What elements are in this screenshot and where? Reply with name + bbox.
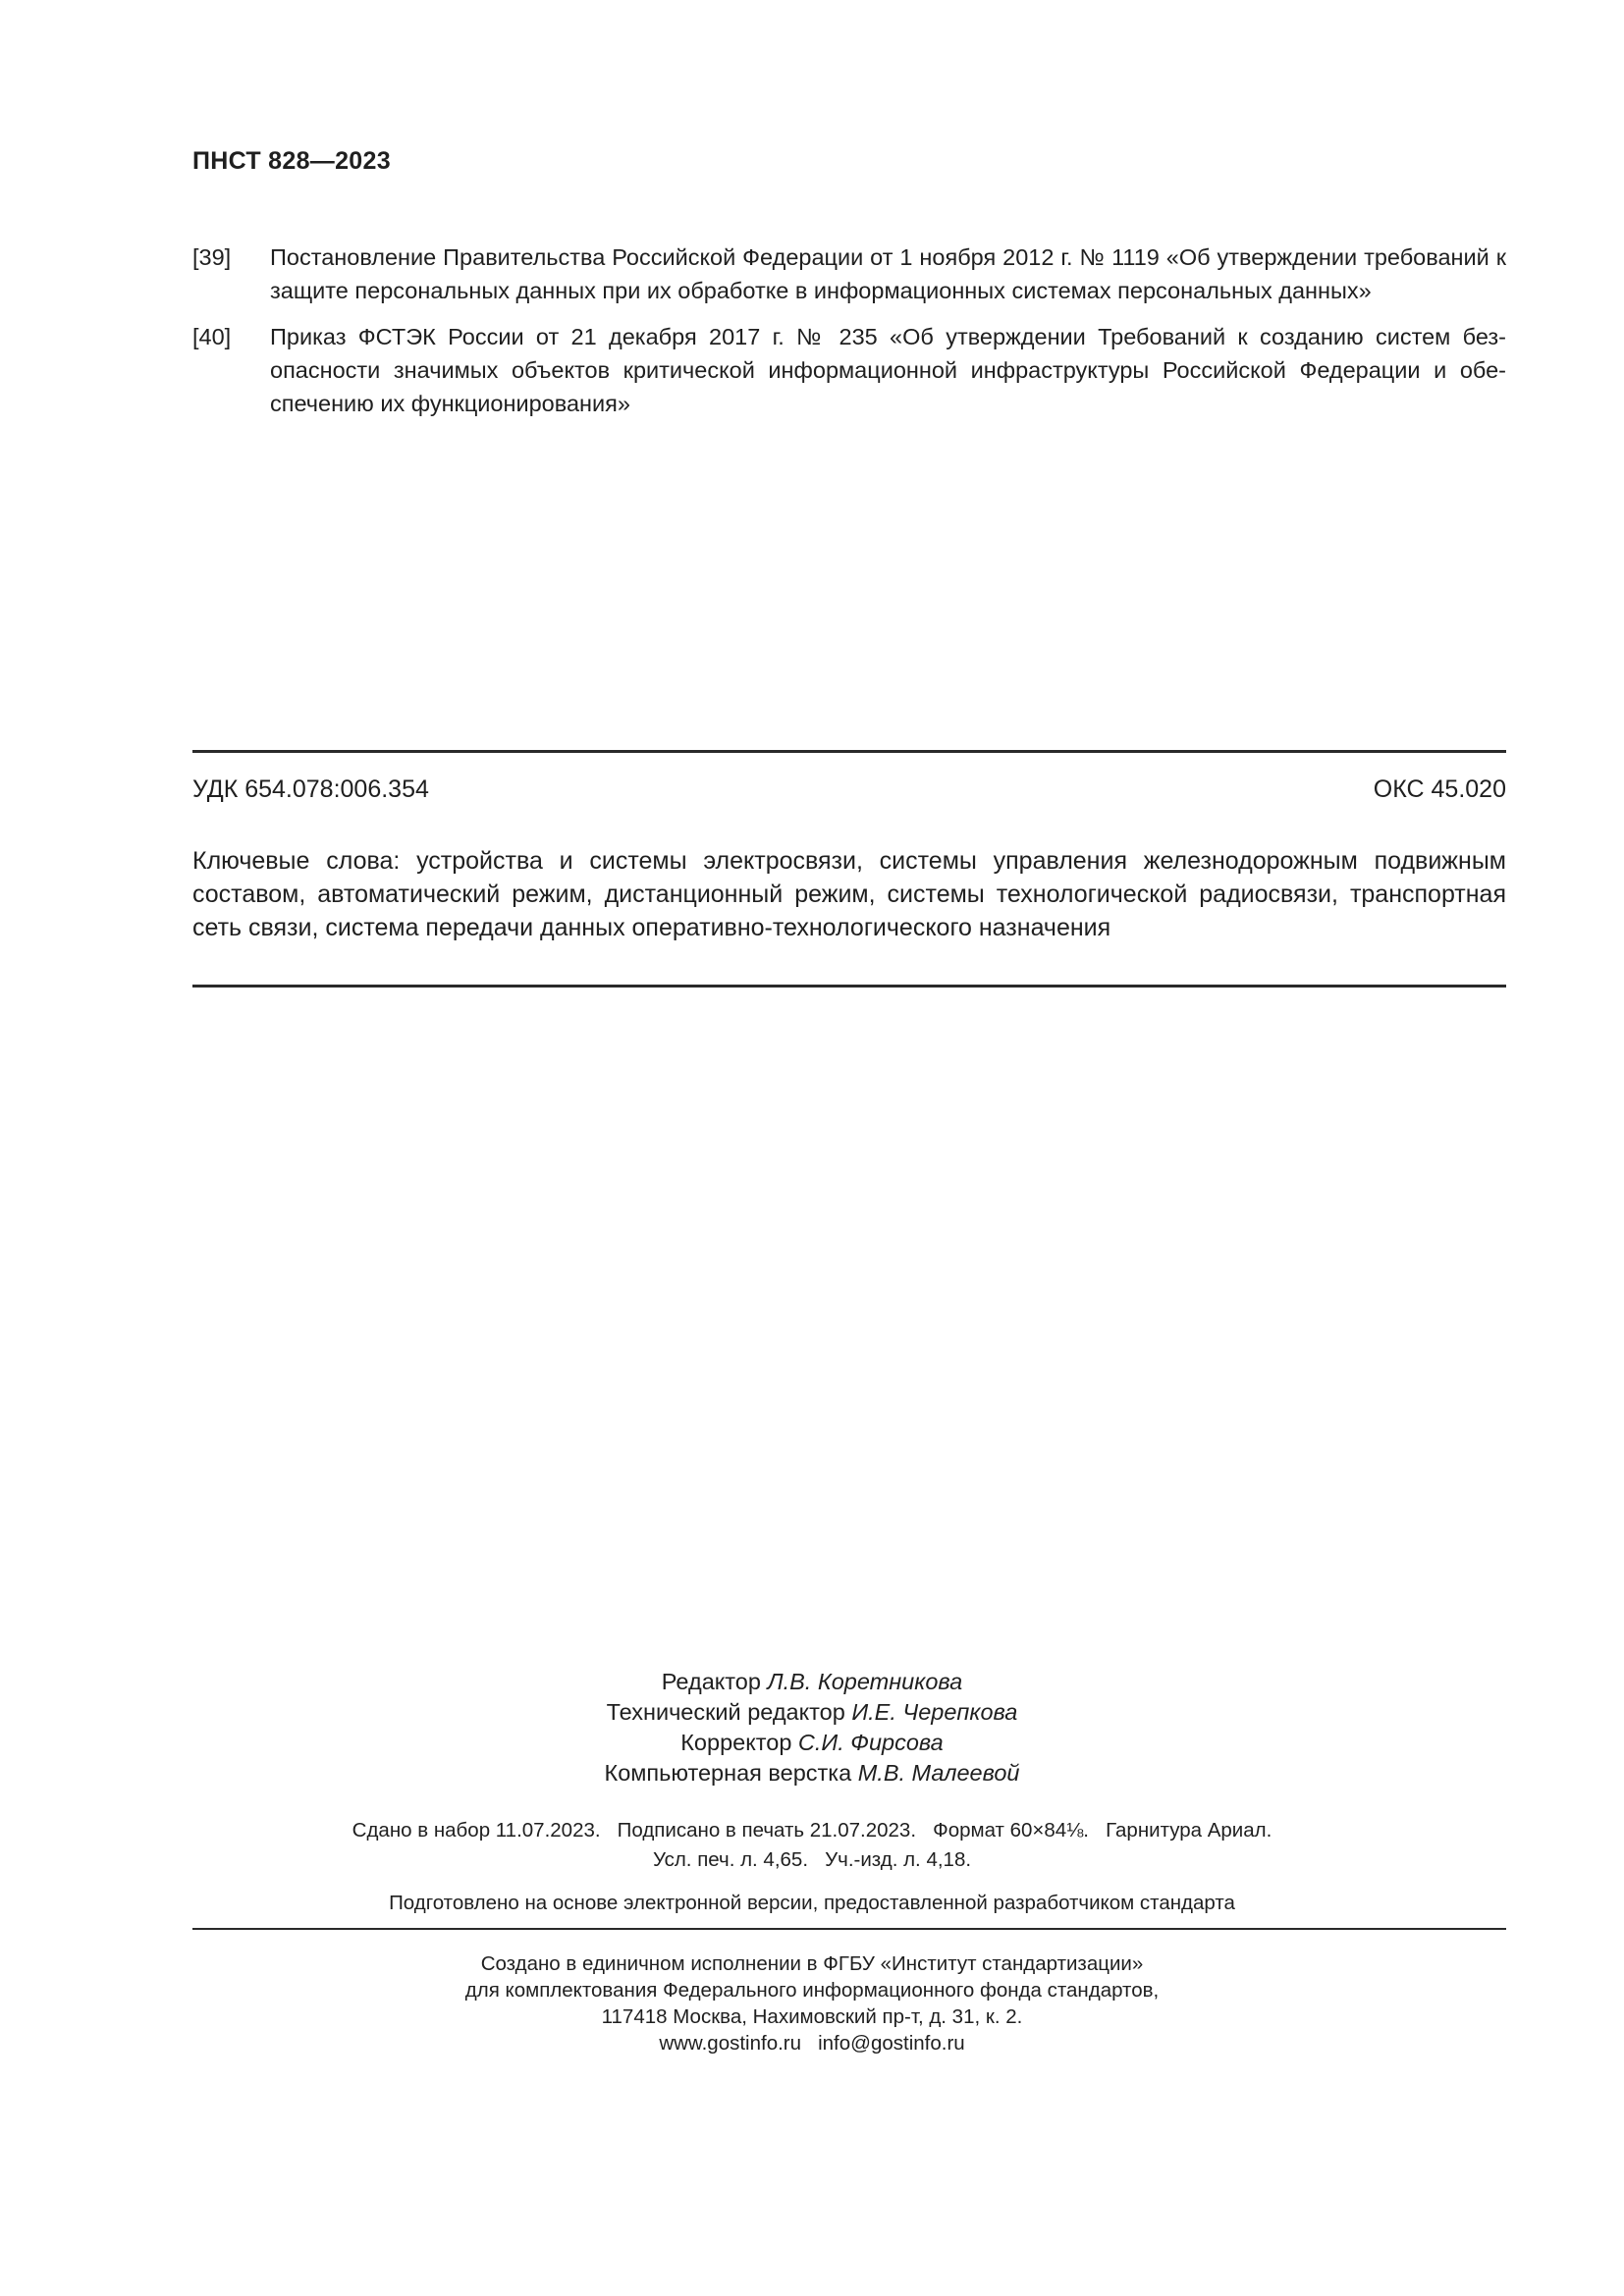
reference-item bbox=[192, 240, 1506, 307]
imprint-line: Сдано в набор 11.07.2023. Подписано в печать 21.07.2023. Формат 60×84⅛. Гарнитура Ариал. bbox=[352, 1819, 1272, 1842]
reference-text: Приказ ФСТЭК России от 21 декабря 2017 г. № 235 «Об утверждении Требований к созданию систем безопасности значимых объектов критической информационной инфраструктуры Российской Федерации и обеспечению их функционирования» bbox=[270, 324, 1506, 416]
reference-item bbox=[192, 320, 1506, 420]
reference-number: [39] bbox=[192, 244, 232, 270]
publisher-line: для комплектования Федерального информационного фонда стандартов, bbox=[464, 1979, 1160, 2002]
credit-name: И.Е. Черепкова bbox=[851, 1699, 1018, 1725]
credit-line: Редактор Л.В. Коретникова bbox=[661, 1669, 963, 1694]
publisher-info bbox=[0, 1950, 1624, 2056]
imprint-details bbox=[0, 1816, 1624, 1875]
credit-line: Компьютерная верстка М.В. Малеевой bbox=[604, 1760, 1020, 1786]
credit-name: Л.В. Коретникова bbox=[767, 1669, 963, 1694]
divider-bottom bbox=[192, 1928, 1506, 1930]
reference-number: [40] bbox=[192, 324, 232, 349]
udk-code: УДК 654.078:006.354 bbox=[192, 775, 429, 803]
oks-code: ОКС 45.020 bbox=[1373, 775, 1506, 803]
prepared-note: Подготовлено на основе электронной версии, предоставленной разработчиком стандарта bbox=[389, 1892, 1235, 1914]
keywords-paragraph: Ключевые слова: устройства и системы электросвязи, системы управления железнодорожным подвижным составом, автоматический режим, дистанционный режим, системы технологической радиосвязи, транспортная сеть связи, система передачи данных оперативно-технологического назначения bbox=[192, 847, 1506, 941]
reference-text: Постановление Правительства Российской Федерации от 1 ноября 2012 г. № 1119 «Об утверждении требований к защите персональных данных при их обработке в информационных системах персональных данных» bbox=[270, 244, 1506, 303]
credit-line: Технический редактор И.Е. Черепкова bbox=[606, 1699, 1018, 1725]
publisher-line: 117418 Москва, Нахимовский пр-т, д. 31, к. 2. bbox=[601, 2005, 1023, 2028]
credit-name: М.В. Малеевой bbox=[857, 1760, 1020, 1786]
divider-keywords bbox=[192, 985, 1506, 988]
divider-top bbox=[192, 750, 1506, 753]
editorial-credits bbox=[0, 1667, 1624, 1789]
document-designation: ПНСТ 828—2023 bbox=[192, 147, 391, 175]
publisher-line: Создано в единичном исполнении в ФГБУ «Институт стандартизации» bbox=[480, 1952, 1144, 1975]
credit-line: Корректор С.И. Фирсова bbox=[680, 1730, 944, 1755]
publisher-contacts: www.gostinfo.ru info@gostinfo.ru bbox=[659, 2032, 965, 2055]
credit-name: С.И. Фирсова bbox=[797, 1730, 944, 1755]
imprint-line: Усл. печ. л. 4,65. Уч.-изд. л. 4,18. bbox=[652, 1848, 972, 1871]
